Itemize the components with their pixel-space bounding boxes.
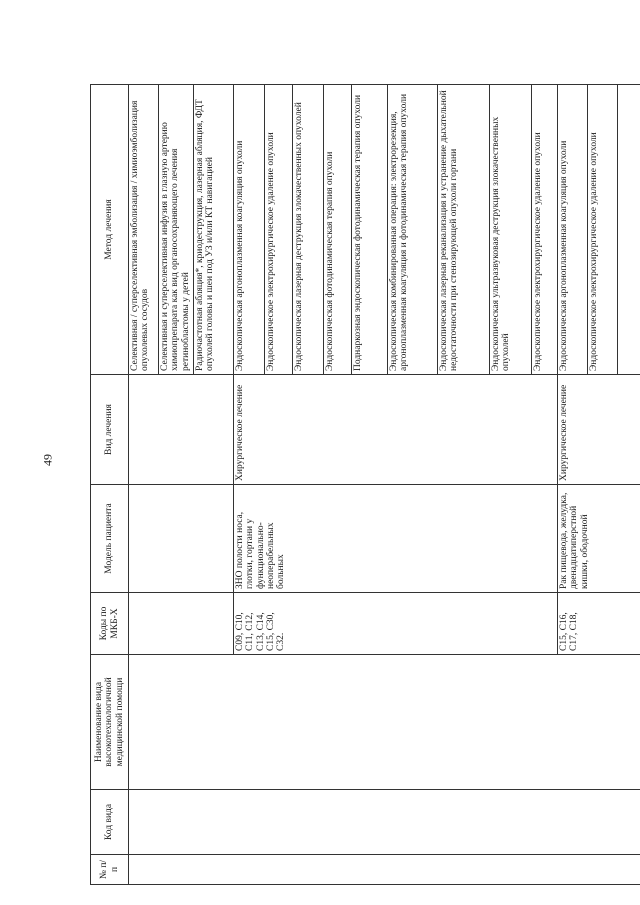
table-row — [129, 85, 159, 885]
type-cell — [129, 375, 234, 485]
header-icd: Коды по МКБ-Х — [91, 593, 129, 655]
header-model: Модель пациента — [91, 485, 129, 593]
header-num: № п/п — [91, 855, 129, 885]
type-cell: Хирургическое лечение — [558, 375, 640, 485]
method-cell: Поднаркозная эндоскопическая фотодинамическая терапия опухоли — [352, 85, 388, 375]
code-cell — [129, 790, 640, 855]
method-cell: Эндоскопическая аргоноплазменная коагуляция опухоли — [234, 85, 265, 375]
model-cell: Рак пищевода, желудка, двенадцатиперстной кишки, ободочной — [558, 485, 640, 593]
method-cell: Эндоскопическое электрохирургическое удаление опухоли — [532, 85, 558, 375]
icd-cell — [129, 593, 234, 655]
method-cell: Селективная и суперселективная инфузия в глазную артерию химиопрепарата как вид органосохраняющего лечения ретинобластомы у детей — [159, 85, 194, 375]
icd-cell: C09, C10, C11, C12, C13, C14, C15, C30, C32. — [234, 593, 558, 655]
table-header-row — [91, 85, 129, 885]
icd-cell: C15, C16, C17, C18, — [558, 593, 640, 655]
model-cell — [129, 485, 234, 593]
header-code: Код вида — [91, 790, 129, 855]
method-cell: Эндоскопическая ультразвуковая деструкция злокачественных опухолей — [490, 85, 532, 375]
num-cell — [129, 855, 640, 885]
method-cell: Эндоскопическое электрохирургическое удаление опухоли — [265, 85, 293, 375]
method-cell: Селективная / суперселективная эмболизация / химиоэмболизация опухолевых сосудов — [129, 85, 159, 375]
treatment-methods-table — [90, 84, 640, 885]
method-cell: Эндоскопическая фотодинамическая терапия опухоли — [324, 85, 352, 375]
method-cell — [618, 85, 640, 375]
method-cell: Эндоскопическое электрохирургическое удаление опухоли — [588, 85, 618, 375]
header-method: Метод лечения — [91, 85, 129, 375]
method-cell: Эндоскопическая лазерная деструкция злокачественных опухолей — [293, 85, 324, 375]
header-type: Вид лечения — [91, 375, 129, 485]
method-cell: Эндоскопическая комбинированная операция: электрорезекция, аргоноплазменная коагуляция и фотодинамическая терапия опухоли — [388, 85, 438, 375]
name-cell — [129, 655, 640, 790]
rotated-table-container — [90, 85, 620, 885]
method-cell: Эндоскопическая аргоноплазменная коагуляция опухоли — [558, 85, 588, 375]
page-number: 49 — [40, 454, 55, 466]
type-cell: Хирургическое лечение — [234, 375, 558, 485]
header-name: Наименование вида высокотехнологичной медицинской помощи — [91, 655, 129, 790]
method-cell: Эндоскопическая лазерная реканализация и устранение дыхательной недостаточности при стенозирующей опухоли гортани — [438, 85, 490, 375]
method-cell: Радиочастотная абляция*, криодеструкция, лазерная абляция, ФДТ опухолей головы и шеи под УЗ и/или КТ навигацией — [194, 85, 234, 375]
model-cell: ЗНО полости носа, глотки, гортани у функционально-неоперабельных больных — [234, 485, 558, 593]
